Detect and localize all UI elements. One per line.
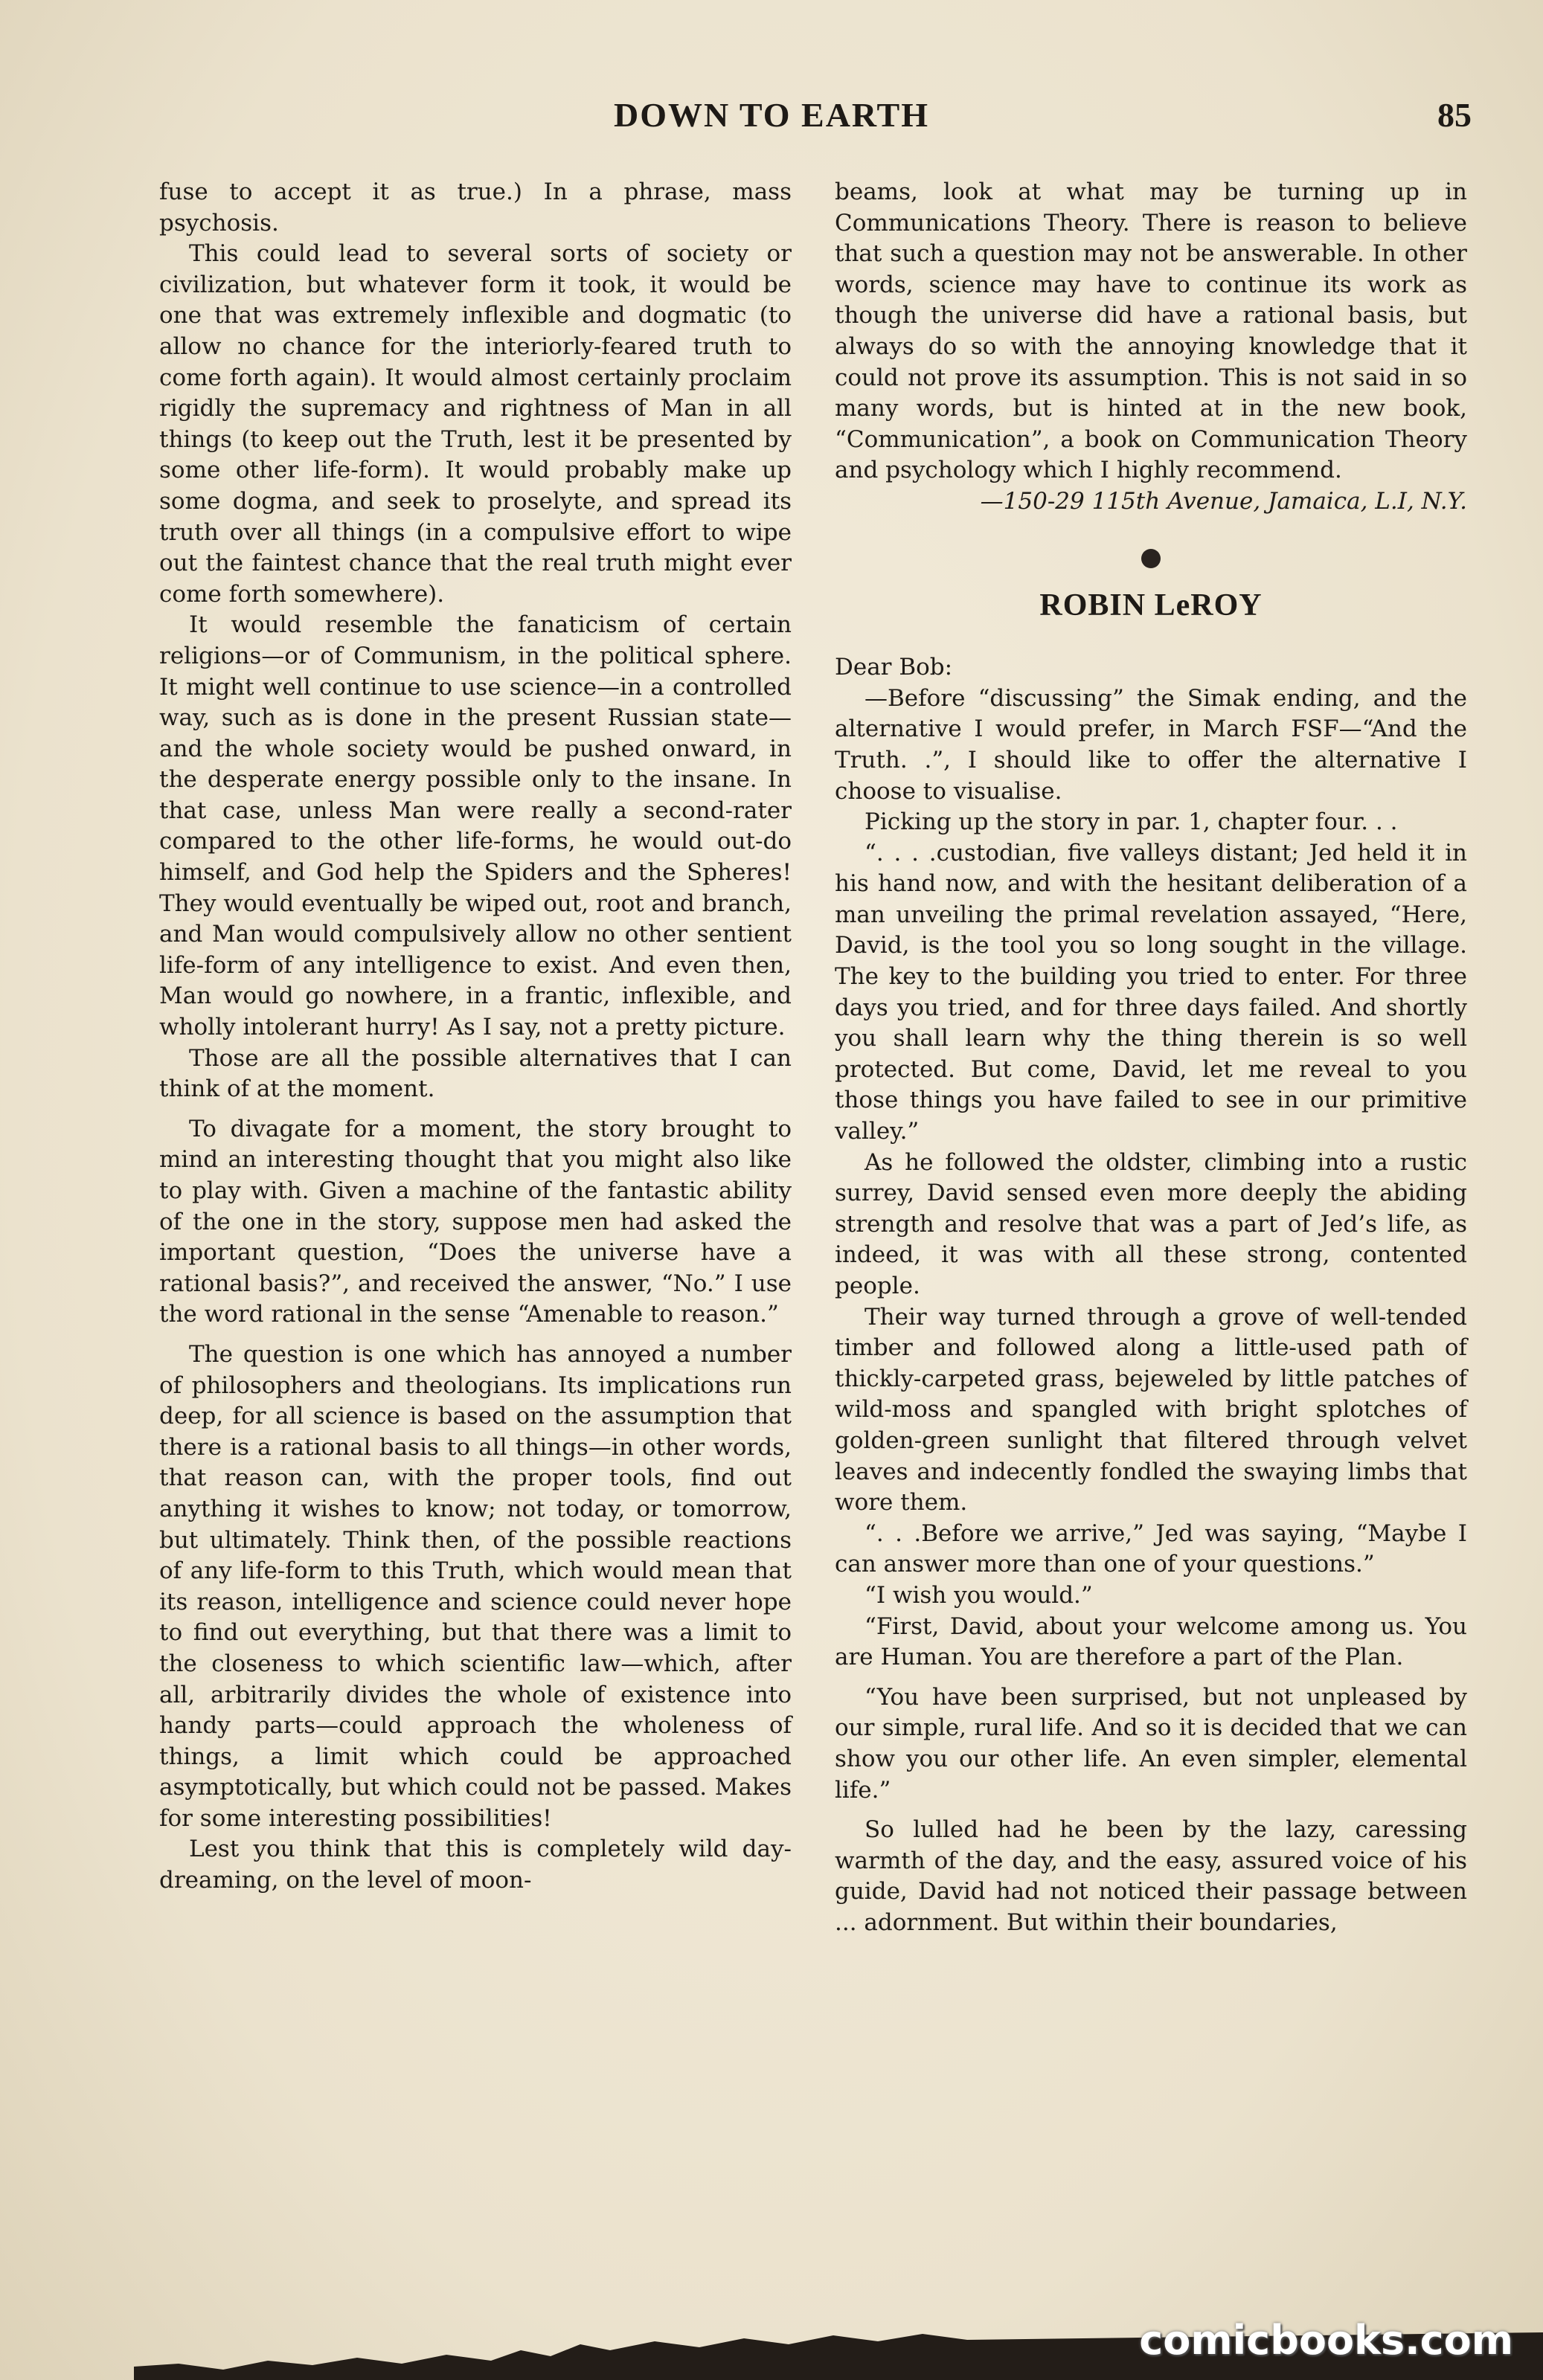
- paragraph: As he followed the oldster, climbing into a rustic surrey, David sensed even more deeply the abiding strength and resolve that was a part of Jed’s life, as indeed, it was with all these strong, contented people.: [835, 1148, 1467, 1299]
- right-column: [835, 177, 1467, 1938]
- paragraph: “. . . .custodian, five valleys distant; Jed held it in his hand now, and with the hesitant deliberation of a man unveiling the primal revelation assayed, “Here, David, is the tool you so long sought in the village. The key to the building you tried to enter. For three days you tried, and for three days failed. And shortly you shall learn why the thing therein is so well protected. But come, David, let me reveal to you those things you have failed to see in our primitive valley.”: [835, 839, 1467, 1145]
- watermark: comicbooks.com: [1139, 2317, 1513, 2364]
- paragraph: Those are all the possible alternatives that I can think of at the moment.: [159, 1044, 792, 1103]
- paragraph: Lest you think that this is completely wild day-dreaming, on the level of moon-: [159, 1836, 792, 1894]
- paragraph: beams, look at what may be turning up in Communications Theory. There is reason to believe that such a question may not be answerable. In other words, science may have to continue its work as though the universe did have a rational basis, but always do so with the annoying knowledge that it could not prove its assumption. This is not said in so many words, but is hinted at in the new book, “Communication”, a book on Communication Theory and psychology which I highly recommend.: [835, 178, 1467, 484]
- paragraph: It would resemble the fanaticism of certain religions—or of Communism, in the political sphere. It might well continue to use science—in a controlled way, such as is done in the present Russian state—and the whole society would be pushed onward, in the desperate energy possible only to the insane. In that case, unless Man were really a second-rater compared to the other life-forms, he would out-do himself, and God help the Spiders and the Spheres! They would eventually be wiped out, root and branch, and Man would compulsively allow no other sentient life-form of any intelligence to exist. And even then, Man would go nowhere, in a frantic, inflexible, and wholly intolerant hurry! As I say, not a pretty picture.: [159, 611, 792, 1041]
- paragraph: fuse to accept it as true.) In a phrase, mass psychosis.: [159, 178, 792, 237]
- paragraph: —Before “discussing” the Simak ending, and the alternative I would prefer, in March FSF—“And the Truth. .”, I should like to offer the alternative I choose to visualise.: [835, 684, 1467, 805]
- paragraph: The question is one which has annoyed a number of philosophers and theologians. Its implications run deep, for all science is based on the assumption that there is a rational basis to all things—in other words, that reason can, with the proper tools, find out anything it wishes to know; not today, or tomorrow, but ultimately. Think then, of the possible reactions of any life-form to this Truth, which would mean that its reason, intelligence and science could never hope to find out everything, but that there was a limit to the closeness to which scientific law—which, after all, arbitrarily divides the whole of existence into handy parts—could approach the wholeness of things, a limit which could be approached asymptotically, but which could not be passed. Makes for some interesting possibilities!: [159, 1340, 792, 1832]
- section-heading: ROBIN LeROY: [1039, 588, 1263, 623]
- left-column: [159, 177, 792, 1897]
- running-head: [0, 95, 1543, 147]
- paragraph: Picking up the story in par. 1, chapter four. . .: [864, 808, 1398, 836]
- paragraph: So lulled had he been by the lazy, caressing warmth of the day, and the easy, assured voice of his guide, David had not noticed their passage between ... adornment. But within their boundaries,: [835, 1816, 1467, 1936]
- running-title: DOWN TO EARTH: [614, 96, 929, 134]
- paragraph: To divagate for a moment, the story brought to mind an interesting thought that you might also like to play with. Given a machine of the fantastic ability of the one in the story, suppose men had asked the important question, “Does the universe have a rational basis?”, and received the answer, “No.” I use the word rational in the sense “Amenable to reason.”: [159, 1115, 792, 1328]
- paragraph: This could lead to several sorts of society or civilization, but whatever form it took, it would be one that was extremely inflexible and dogmatic (to allow no chance for the interiorly-feared truth to come forth again). It would almost certainly proclaim rigidly the supremacy and rightness of Man in all things (to keep out the Truth, lest it be presented by some other life-form). It would probably make up some dogma, and seek to proselyte, and spread its truth over all things (in a compulsive effort to wipe out the faintest chance that the real truth might ever come forth somewhere).: [159, 240, 792, 608]
- paragraph: “First, David, about your welcome among us. You are Human. You are therefore a part of the Plan.: [835, 1612, 1467, 1671]
- page-number: 85: [1437, 96, 1472, 134]
- paragraph: “. . .Before we arrive,” Jed was saying, “Maybe I can answer more than one of your questions.”: [835, 1519, 1467, 1578]
- section-bullet-icon: [1141, 549, 1161, 568]
- paragraph: “You have been surprised, but not unpleased by our simple, rural life. And so it is decided that we can show you our other life. An even simpler, elemental life.”: [835, 1683, 1467, 1804]
- paragraph: Their way turned through a grove of well-tended timber and followed along a little-used path of thickly-carpeted grass, bejeweled by little patches of wild-moss and spangled with bright splotches of golden-green sunlight that filtered through velvet leaves and indecently fondled the swaying limbs that wore them.: [835, 1303, 1467, 1517]
- paragraph: “I wish you would.”: [864, 1581, 1093, 1609]
- salutation: Dear Bob:: [835, 654, 953, 681]
- address-line: —150-29 115th Avenue, Jamaica, L.I, N.Y.: [980, 487, 1467, 515]
